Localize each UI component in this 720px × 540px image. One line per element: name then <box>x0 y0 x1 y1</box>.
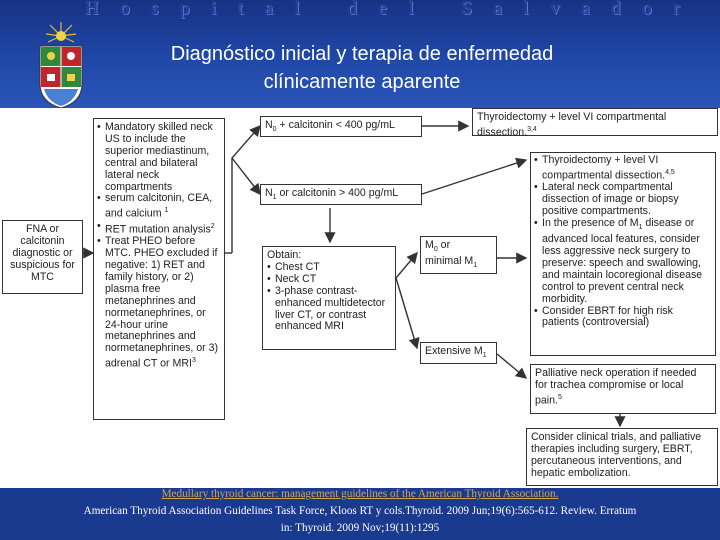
treatment-item-ebrt: • Consider EBRT for high risk patients (controversial) <box>534 306 712 330</box>
extensive-m1-box: Extensive $M_1$ <box>420 342 497 364</box>
thyroidectomy-central-box: Thyroidectomy + level VI compartmental dissection.$^{3,4}$ <box>472 108 718 136</box>
title-line-1: Diagnóstico inicial y terapia de enfermedad <box>170 43 554 65</box>
treatment-box <box>530 152 716 356</box>
palliative-box: Palliative neck operation if needed for trachea compromise or local pain.$^5$ <box>530 364 716 414</box>
workup-box <box>93 118 225 420</box>
obtain-item-neck-ct: • Neck CT <box>267 274 391 286</box>
n0-box: $N_0$ + calcitonin < 400 pg/mL <box>260 116 422 137</box>
workup-item-neck-us: • Mandatory skilled neck US to include the superior mediastinum, central and bilateral lateral neck compartments <box>97 122 222 193</box>
n1-box: $N_1$ or calcitonin > 400 pg/mL <box>260 184 422 205</box>
arrow-n1-to-treatment <box>422 160 526 194</box>
treatment-item-thyroidectomy: • Thyroidectomy + level VI compartmental dissection.$^{4,5}$ <box>534 155 712 182</box>
obtain-item-chest-ct: • Chest CT <box>267 262 391 274</box>
arrow-to-n1 <box>232 158 260 194</box>
arrow-extensive-to-palliative <box>497 354 526 378</box>
fna-box <box>2 220 83 294</box>
workup-item-pheo: • Treat PHEO before MTC. PHEO excluded if negative: 1) RET and family history, or 2) plasma free metanephrines and normetanephrines, or 24-hour urine metanephrines and normetanephrines, or 3) adrenal CT or MRI$^3$ <box>97 236 222 371</box>
obtain-item-liver-ct: • 3-phase contrast-enhanced multidetector liver CT, or contrast enhanced MRI <box>267 286 391 334</box>
clinical-trials-box: Consider clinical trials, and palliative therapies including surgery, EBRT, percutaneous interventions, and hepatic embolization. <box>526 428 718 486</box>
hospital-crest-icon <box>34 22 88 108</box>
obtain-title: Obtain: <box>267 249 302 261</box>
title-line-2: clínicamente aparente <box>263 71 461 93</box>
m0-box: $M_0$ or minimal $M_1$ <box>420 236 497 274</box>
fna-text: FNA or calcitonin diagnostic or suspicious for MTC <box>10 223 75 283</box>
arrow-obtain-to-m0 <box>396 253 417 278</box>
workup-item-ret: • RET mutation analysis$^2$ <box>97 221 222 236</box>
treatment-item-m1-presence: • In the presence of $M_1$ disease or advanced local features, consider less aggressive neck surgery to preserve: speech and swallowing, and maintain locoregional disease control to prevent central neck morbidity. <box>534 218 712 305</box>
slide-title <box>112 40 612 96</box>
arrow-obtain-to-extensive <box>396 278 417 348</box>
flowchart-panel <box>0 108 720 488</box>
obtain-box <box>262 246 396 350</box>
citation-line-2: in: Thyroid. 2009 Nov;19(11):1295 <box>280 522 440 534</box>
hospital-name: Hospital del Salvador <box>85 0 702 19</box>
treatment-item-lateral-neck: • Lateral neck compartmental dissection of image or biopsy positive compartments. <box>534 182 712 218</box>
workup-item-calcitonin: • serum calcitonin, CEA, and calcium $^1$ <box>97 193 222 220</box>
footer <box>0 488 720 540</box>
guideline-link[interactable]: Medullary thyroid cancer: management guidelines of the American Thyroid Association. <box>161 488 559 500</box>
citation-line-1: American Thyroid Association Guidelines Task Force, Kloos RT y cols.Thyroid. 2009 Jun;19(6):565-612. Review. Erratum <box>83 505 637 517</box>
